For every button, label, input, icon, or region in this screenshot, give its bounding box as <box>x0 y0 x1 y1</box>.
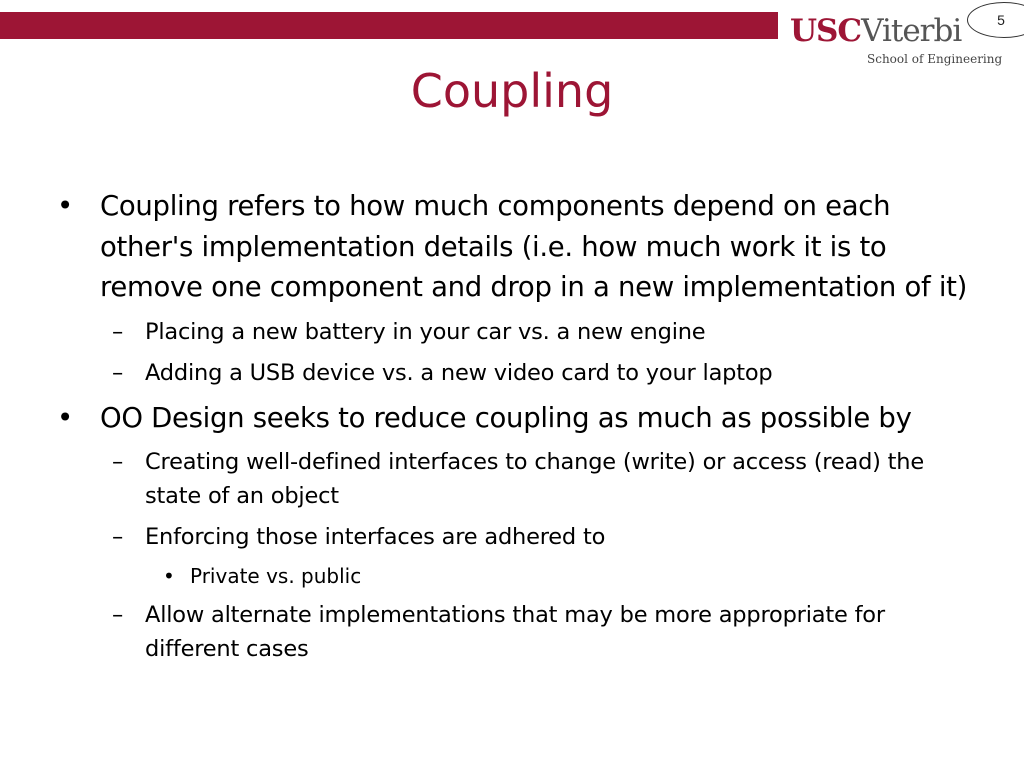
usc-viterbi-logo <box>790 8 1003 68</box>
header-accent-bar <box>0 12 778 39</box>
logo-viterbi-text: Viterbi <box>861 13 962 49</box>
sub-bullet-text: Creating well-defined interfaces to change (write) or access (read) the state of an object <box>145 449 925 509</box>
sub-bullet-enforcing <box>112 520 985 554</box>
dash-marker: – <box>112 449 124 475</box>
sub-bullet-interfaces <box>112 445 985 513</box>
bullet-marker: • <box>163 564 175 588</box>
sub-bullet-text: Enforcing those interfaces are adhered to <box>145 524 606 550</box>
bullet-text: Coupling refers to how much components depend on each other's implementation details (i.e. how much work it is to remove one component and drop in a new implementation of it) <box>100 190 968 303</box>
sub-bullet-text: Placing a new battery in your car vs. a new engine <box>145 318 706 345</box>
bullet-marker: • <box>57 401 73 434</box>
logo-school-text: School of Engineering <box>867 52 1003 66</box>
bullet-text: OO Design seeks to reduce coupling as much as possible by <box>100 401 912 434</box>
sub-bullet-text: Allow alternate implementations that may be more appropriate for different cases <box>145 602 885 662</box>
logo-wordmark <box>790 14 961 48</box>
sub-sub-bullet-text: Private vs. public <box>190 564 362 588</box>
sub-bullet-usb <box>112 356 985 390</box>
sub-bullet-battery <box>112 315 985 349</box>
page-number: 5 <box>997 12 1005 28</box>
dash-marker: – <box>112 359 124 386</box>
dash-marker: – <box>112 602 124 628</box>
sub-bullet-alternate <box>112 598 985 666</box>
bullet-marker: • <box>57 190 73 222</box>
bullet-oo-design <box>57 398 980 439</box>
dash-marker: – <box>112 318 124 345</box>
dash-marker: – <box>112 524 124 550</box>
slide-body <box>0 186 1024 666</box>
sub-bullet-text: Adding a USB device vs. a new video card to your laptop <box>145 359 773 386</box>
logo-usc-text: USC <box>790 13 862 49</box>
slide-title: Coupling <box>410 64 614 118</box>
bullet-coupling-definition <box>57 186 980 308</box>
sub-sub-bullet-private-public <box>163 561 970 591</box>
